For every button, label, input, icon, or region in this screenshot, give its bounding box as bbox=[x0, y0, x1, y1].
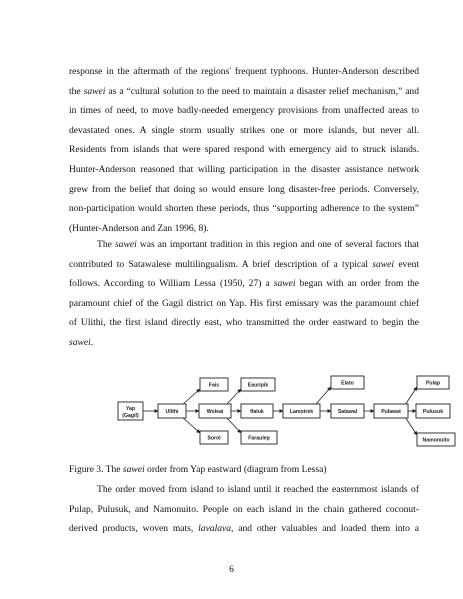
text-run: follows. According to William Lessa (1950, 27) a bbox=[69, 278, 274, 290]
text-run: the bbox=[69, 85, 84, 97]
node-faraulep bbox=[241, 431, 277, 444]
node-label: Namonuito bbox=[422, 437, 450, 444]
paragraph-3 bbox=[69, 480, 419, 539]
node-fais bbox=[200, 378, 228, 391]
arrow-ulithi-sorol bbox=[182, 417, 200, 433]
text-run: contributed to Satawalese multilingualism. A brief description of a typical bbox=[69, 258, 373, 270]
node-eauripik bbox=[241, 378, 275, 391]
node-label: Yap bbox=[125, 406, 136, 412]
text-run: (Hunter-Anderson and Zan 1996, 8). bbox=[69, 222, 209, 234]
italic-term: sawei bbox=[273, 278, 296, 290]
node-label: Eauripik bbox=[247, 382, 269, 389]
node-label: Faraulep bbox=[248, 435, 270, 442]
text-run: Residents from islands that were spared respond with emergency aid to struck islands. bbox=[69, 144, 419, 156]
node-label: Satawal bbox=[337, 409, 358, 415]
node-label: Pulawat bbox=[381, 409, 401, 415]
text-run: The order moved from island to island until it reached the easternmost islands of bbox=[97, 484, 419, 495]
text-run: of Ulithi, the first island directly east, who transmitted the order eastward to begin the bbox=[69, 317, 419, 329]
node-pulusuk bbox=[416, 404, 450, 418]
text-run: , and other valuables and loaded them into a bbox=[231, 523, 420, 535]
text-run: The bbox=[97, 239, 115, 250]
text-run: order from Yap eastward (diagram from Lessa) bbox=[144, 464, 327, 475]
italic-term: sawei bbox=[114, 239, 137, 250]
text-run: Figure 3. The bbox=[69, 464, 123, 475]
arrow-ulithi-fais bbox=[182, 389, 200, 405]
page-number: 6 bbox=[229, 565, 234, 575]
text-line bbox=[69, 480, 419, 500]
text-run: Hunter-Anderson reasoned that willing participation in the disaster assistance network bbox=[69, 163, 419, 175]
node-pulap bbox=[417, 376, 449, 389]
arrow-lamotrek-elato bbox=[315, 387, 331, 405]
node-yap bbox=[118, 402, 143, 420]
node-label: (Gagil) bbox=[122, 413, 139, 419]
node-label: Pulap bbox=[425, 380, 441, 387]
node-ulithi bbox=[158, 404, 186, 418]
node-label: Ulithi bbox=[165, 409, 179, 415]
node-label: Elato bbox=[341, 380, 354, 387]
italic-term: sawei bbox=[122, 464, 145, 475]
italic-term: sawei bbox=[372, 258, 395, 270]
text-run: Pulap, Pulusuk, and Namonuito. People on each island in the chain gathered coconut- bbox=[69, 503, 419, 515]
text-run: derived products, woven mats, bbox=[69, 523, 199, 535]
node-label: Fais bbox=[208, 382, 220, 389]
italic-term: sawei bbox=[69, 336, 91, 348]
figure-caption bbox=[69, 460, 419, 480]
node-pulawat bbox=[374, 404, 408, 418]
node-woleai bbox=[199, 404, 231, 418]
text-run: as a “cultural solution to the need to maintain a disaster relief mechanism,” and bbox=[105, 85, 419, 97]
node-label: Woleai bbox=[206, 409, 224, 415]
arrow-pulawat-namonuito bbox=[405, 417, 417, 435]
node-label: Sorol bbox=[207, 435, 221, 442]
arrow-pulawat-pulap bbox=[405, 387, 417, 405]
text-run: . bbox=[90, 336, 94, 348]
text-line bbox=[69, 519, 419, 539]
node-ifaluk bbox=[241, 404, 273, 418]
text-run: event bbox=[394, 258, 419, 270]
node-label: Lamotrek bbox=[289, 409, 314, 415]
text-run: in times of need, to move badly-needed emergency provisions from unaffected areas to bbox=[69, 105, 419, 117]
node-label: Pulusuk bbox=[422, 409, 444, 415]
text-run: began with an order from the bbox=[295, 278, 419, 290]
text-line bbox=[69, 460, 419, 480]
text-run: grew from the belief that doing so would ensure long disaster-free periods. Conversely, bbox=[69, 183, 419, 195]
text-run: paramount chief of the Gagil district on Yap. His first emissary was the paramount chief bbox=[69, 297, 419, 309]
node-satawal bbox=[331, 404, 364, 418]
italic-term: sawei bbox=[83, 85, 106, 97]
node-lamotrek bbox=[283, 404, 320, 418]
node-label: Ifaluk bbox=[250, 409, 264, 415]
text-run: non-participation would shorten these periods, thus “supporting adherence to the system” bbox=[69, 203, 419, 215]
italic-term: lavalava bbox=[198, 523, 232, 535]
node-sorol bbox=[200, 431, 228, 444]
text-run: was an important tradition in this region and one of several factors that bbox=[136, 239, 419, 250]
node-elato bbox=[331, 376, 364, 389]
text-run: devastated ones. A single storm usually strikes one or more islands, but never all. bbox=[69, 124, 419, 136]
text-run: response in the aftermath of the regions' frequent typhoons. Hunter-Anderson described bbox=[69, 66, 419, 77]
node-namonuito bbox=[417, 433, 455, 446]
text-line bbox=[69, 500, 419, 520]
